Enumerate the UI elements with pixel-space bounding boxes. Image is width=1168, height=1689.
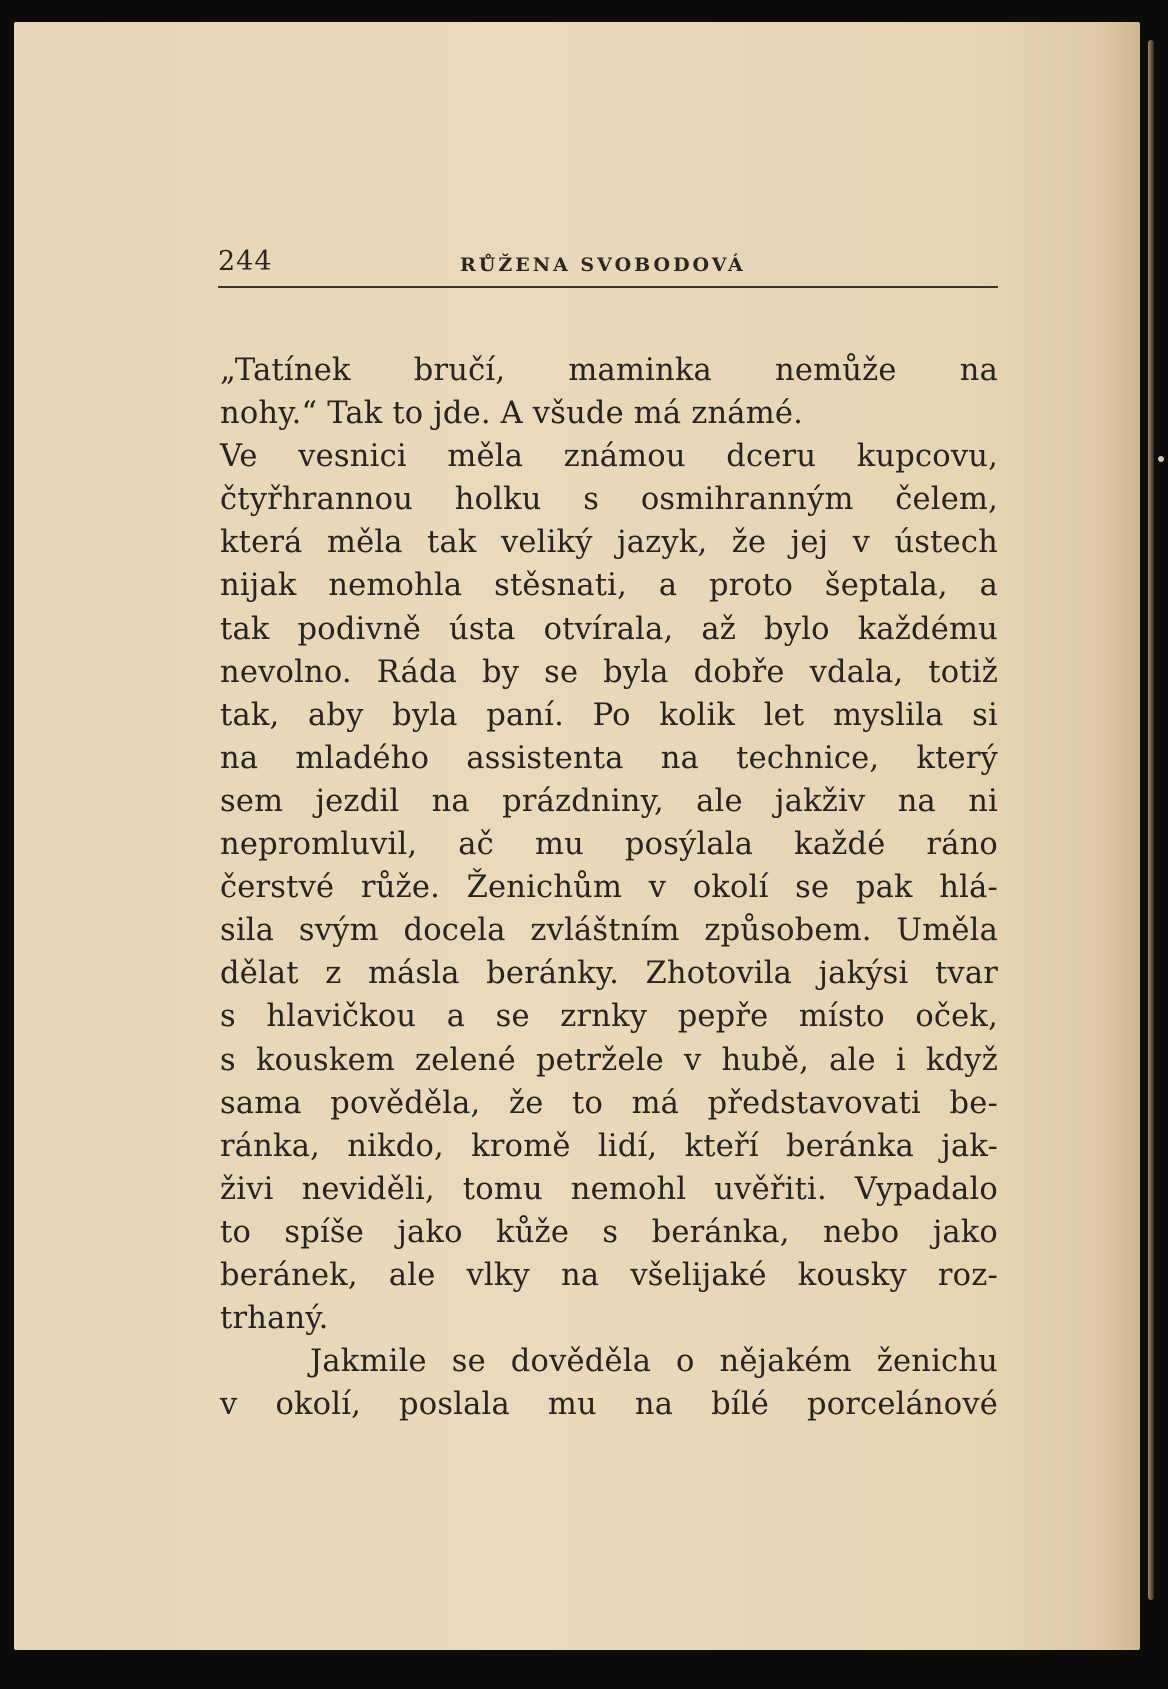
text-line: na mladého assistenta na technice, který: [220, 740, 998, 776]
text-line: sila svým docela zvláštním způsobem. Uměla: [220, 913, 998, 949]
text-line: nohy.“ Tak to jde. A všude má známé.: [220, 396, 803, 432]
text-line: beránek, ale vlky na všelijaké kousky roz-: [220, 1257, 998, 1293]
running-head-author: RŮŽENA SVOBODOVÁ: [460, 254, 746, 276]
text-line: s hlavičkou a se zrnky pepře místo oček,: [220, 999, 998, 1035]
text-line: v okolí, poslala mu na bílé porcelánové: [220, 1387, 998, 1423]
text-line: ránka, nikdo, kromě lidí, kteří beránka jak-: [220, 1128, 998, 1164]
text-line: „Tatínek bručí, maminka nemůže na: [220, 353, 998, 388]
running-head: [218, 246, 998, 288]
body-text: [220, 349, 998, 1426]
text-line: nijak nemohla stěsnati, a proto šeptala, a: [220, 568, 998, 604]
text-line: živi neviděli, tomu nemohl uvěřiti. Vypadalo: [220, 1171, 998, 1207]
edge-mark: [1158, 456, 1164, 462]
text-line: Jakmile se dověděla o nějakém ženichu: [310, 1344, 998, 1380]
page-number: 244: [218, 246, 273, 277]
text-line: čerstvé růže. Ženichům v okolí se pak hlá-: [220, 870, 998, 906]
text-line: s kouskem zelené petržele v hubě, ale i když: [220, 1042, 998, 1078]
text-line: tak, aby byla paní. Po kolik let myslila si: [220, 697, 998, 733]
text-line: nepromluvil, ač mu posýlala každé ráno: [220, 827, 998, 863]
page-edge-shadow: [1148, 40, 1154, 1600]
text-line: to spíše jako kůže s beránka, nebo jako: [220, 1214, 998, 1250]
text-line: která měla tak veliký jazyk, že jej v ústech: [220, 525, 998, 561]
text-line: sama pověděla, že to má představovati be-: [220, 1085, 998, 1121]
text-line: čtyřhrannou holku s osmihranným čelem,: [220, 482, 998, 518]
text-line: nevolno. Ráda by se byla dobře vdala, totiž: [220, 654, 998, 690]
text-line: sem jezdil na prázdniny, ale jakživ na ni: [220, 783, 998, 819]
text-line: trhaný.: [220, 1301, 329, 1337]
text-line: tak podivně ústa otvírala, až bylo každému: [220, 611, 998, 647]
text-line: Ve vesnici měla známou dceru kupcovu,: [220, 439, 998, 475]
text-line: dělat z másla beránky. Zhotovila jakýsi tvar: [220, 956, 998, 992]
